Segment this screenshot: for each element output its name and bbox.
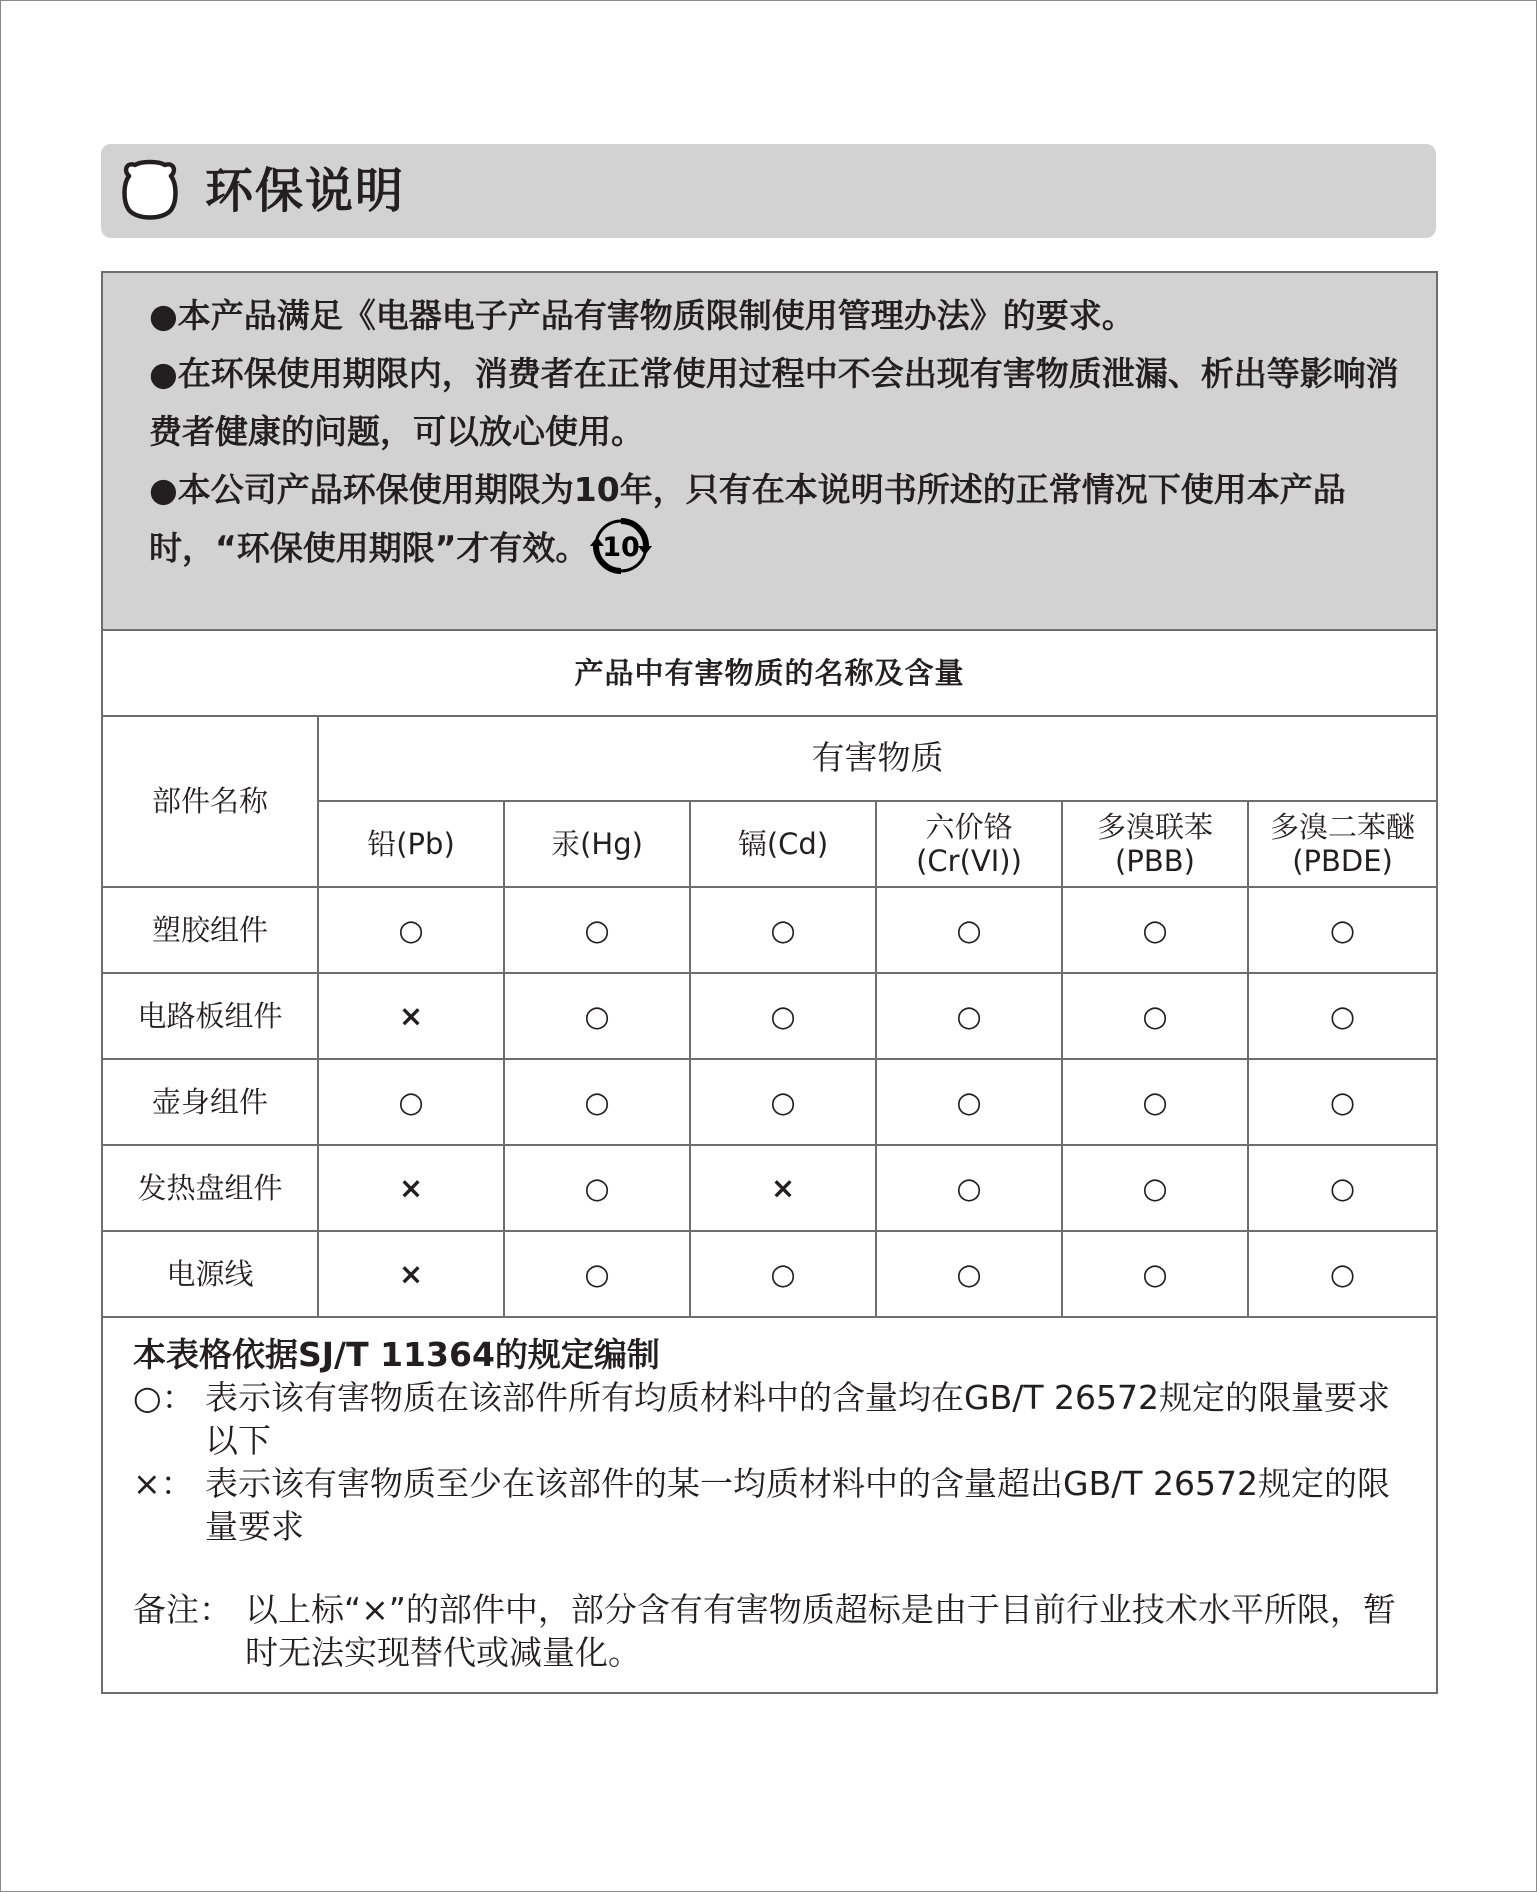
section-title: 环保说明 xyxy=(205,163,406,219)
part-name: 发热盘组件 xyxy=(103,1145,318,1231)
cell-value: ○ xyxy=(318,1059,504,1145)
cell-value: ○ xyxy=(1248,1145,1436,1231)
legend-item xyxy=(133,1462,1413,1548)
cell-value: ○ xyxy=(876,1059,1062,1145)
table-row xyxy=(103,1231,1436,1317)
legend xyxy=(133,1333,1413,1674)
cell-value: ○ xyxy=(318,887,504,973)
remark-key: 备注： xyxy=(133,1590,232,1629)
legend-text: 表示该有害物质在该部件所有均质材料中的含量均在GB/T 26572规定的限量要求以下 xyxy=(205,1378,1390,1460)
cell-value: ○ xyxy=(1248,1059,1436,1145)
cell-value: × xyxy=(318,1145,504,1231)
cell-value: ○ xyxy=(876,1145,1062,1231)
table-title: 产品中有害物质的名称及含量 xyxy=(103,631,1436,717)
section-header xyxy=(101,144,1436,238)
part-name: 电源线 xyxy=(103,1231,318,1317)
table-row xyxy=(103,887,1436,973)
part-name: 电路板组件 xyxy=(103,973,318,1059)
remark xyxy=(133,1588,1413,1674)
cell-value: ○ xyxy=(504,1059,690,1145)
cell-value: ○ xyxy=(690,1231,876,1317)
cell-value: ○ xyxy=(1248,1231,1436,1317)
cell-value: ○ xyxy=(1062,1145,1248,1231)
legend-key: ○： xyxy=(133,1378,195,1417)
legend-key: ×： xyxy=(133,1464,194,1503)
cell-value: × xyxy=(318,973,504,1059)
bear-face-icon xyxy=(117,158,183,224)
column-header-cr6: 六价铬 (Cr(VI)) xyxy=(876,801,1062,887)
cell-value: ○ xyxy=(504,1145,690,1231)
column-header-pb: 铅(Pb) xyxy=(318,801,504,887)
table-row xyxy=(103,1145,1436,1231)
legend-title: 本表格依据SJ/T 11364的规定编制 xyxy=(133,1335,660,1374)
environment-protection-period-icon xyxy=(590,515,652,577)
environmental-box xyxy=(101,271,1438,1694)
notes-panel xyxy=(103,273,1436,631)
cell-value: ○ xyxy=(504,887,690,973)
note-item: ●本产品满足《电器电子产品有害物质限制使用管理办法》的要求。 xyxy=(149,296,1135,335)
cell-value: × xyxy=(318,1231,504,1317)
part-name: 壶身组件 xyxy=(103,1059,318,1145)
group-header: 有害物质 xyxy=(318,715,1436,801)
hazardous-substances-table xyxy=(103,715,1436,1318)
cell-value: ○ xyxy=(504,1231,690,1317)
part-name: 塑胶组件 xyxy=(103,887,318,973)
cell-value: ○ xyxy=(1062,973,1248,1059)
cell-value: ○ xyxy=(1062,1231,1248,1317)
rohs-mark-number: 10 xyxy=(602,532,641,563)
cell-value: ○ xyxy=(876,887,1062,973)
column-header-cd: 镉(Cd) xyxy=(690,801,876,887)
cell-value: ○ xyxy=(690,887,876,973)
cell-value: ○ xyxy=(1062,1059,1248,1145)
legend-item xyxy=(133,1376,1413,1462)
cell-value: × xyxy=(690,1145,876,1231)
legend-text: 表示该有害物质至少在该部件的某一均质材料中的含量超出GB/T 26572规定的限量要求 xyxy=(205,1464,1390,1546)
note-item: ●在环保使用期限内，消费者在正常使用过程中不会出现有害物质泄漏、析出等影响消费者健康的问题，可以放心使用。 xyxy=(149,354,1399,451)
cell-value: ○ xyxy=(1248,887,1436,973)
note-item: ●本公司产品环保使用期限为10年，只有在本说明书所述的正常情况下使用本产品时，“环保使用期限”才有效。 10 xyxy=(149,461,1409,581)
remark-text: 以上标“×”的部件中，部分含有有害物质超标是由于目前行业技术水平所限，暂时无法实现替代或减量化。 xyxy=(245,1590,1396,1672)
cell-value: ○ xyxy=(876,973,1062,1059)
cell-value: ○ xyxy=(690,1059,876,1145)
cell-value: ○ xyxy=(876,1231,1062,1317)
table-row xyxy=(103,973,1436,1059)
notes-text xyxy=(149,287,1409,581)
column-header-pbde: 多溴二苯醚 (PBDE) xyxy=(1248,801,1436,887)
part-header: 部件名称 xyxy=(103,715,318,887)
cell-value: ○ xyxy=(690,973,876,1059)
table-row xyxy=(103,1059,1436,1145)
cell-value: ○ xyxy=(1062,887,1248,973)
cell-value: ○ xyxy=(1248,973,1436,1059)
cell-value: ○ xyxy=(504,973,690,1059)
column-header-pbb: 多溴联苯 (PBB) xyxy=(1062,801,1248,887)
column-header-hg: 汞(Hg) xyxy=(504,801,690,887)
